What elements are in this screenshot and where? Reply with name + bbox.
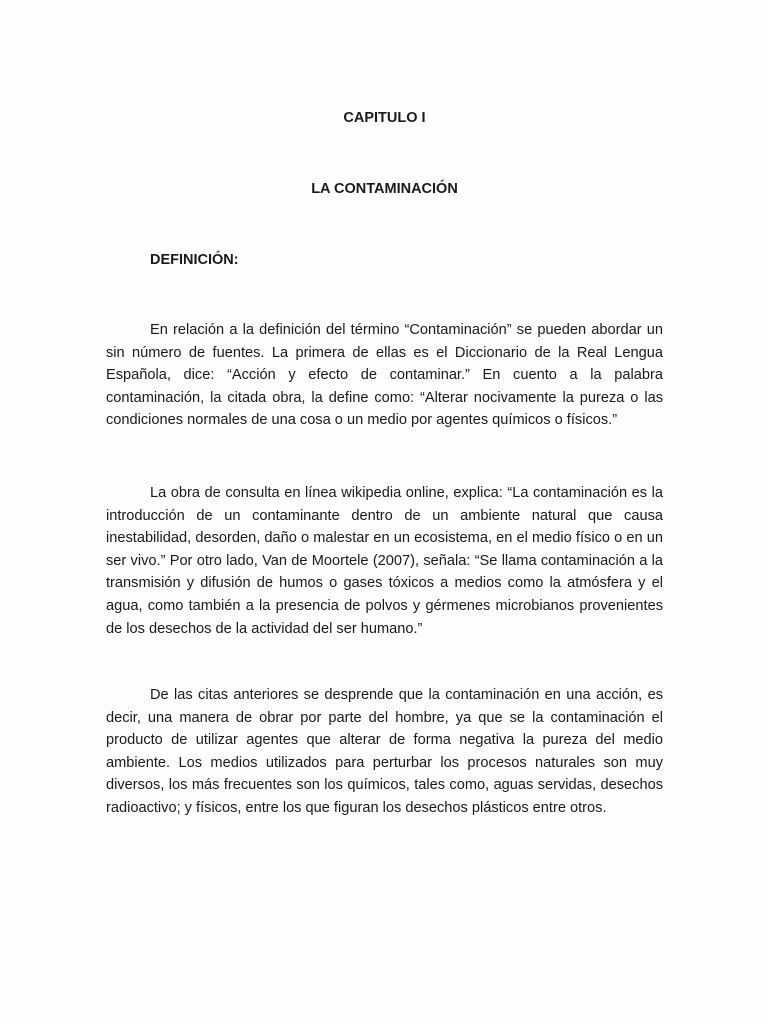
chapter-title: LA CONTAMINACIÓN	[311, 181, 458, 197]
paragraph-conclusion: De las citas anteriores se desprende que la contaminación en una acción, es decir, una manera de obrar por parte del hombre, ya que se la contaminación el producto de utilizar agentes que alterar de forma negativa la pureza del medio ambiente. Los medios utilizados para perturbar los procesos naturales son muy diversos, los más frecuentes son los químicos, tales como, aguas servidas, desechos radioactivo; y físicos, entre los que figuran los desechos plásticos entre otros.	[106, 687, 663, 816]
paragraph-definition: En relación a la definición del término “Contaminación” se pueden abordar un sin número de fuentes. La primera de ellas es el Diccionario de la Real Lengua Española, dice: “Acción y efecto de contaminar.” En cuento a la palabra contaminación, la citada obra, la define como: “Alterar nocivamente la pureza o las condiciones normales de una cosa o un medio por agentes químicos o físicos.”	[106, 322, 663, 429]
section-heading: DEFINICIÓN:	[150, 252, 239, 268]
paragraph-citations: La obra de consulta en línea wikipedia online, explica: “La contaminación es la introducción de un contaminante dentro de un ambiente natural que causa inestabilidad, desorden, daño o malestar en un ecosistema, en el medio físico o en un ser vivo.” Por otro lado, Van de Moortele (2007), señala: “Se llama contaminación a la transmisión y difusión de humos o gases tóxicos a medios como la atmósfera y el agua, como también a la presencia de polvos y gérmenes microbianos provenientes de los desechos de la actividad del ser humano.”	[106, 485, 663, 637]
chapter-heading: CAPITULO I	[343, 110, 426, 126]
